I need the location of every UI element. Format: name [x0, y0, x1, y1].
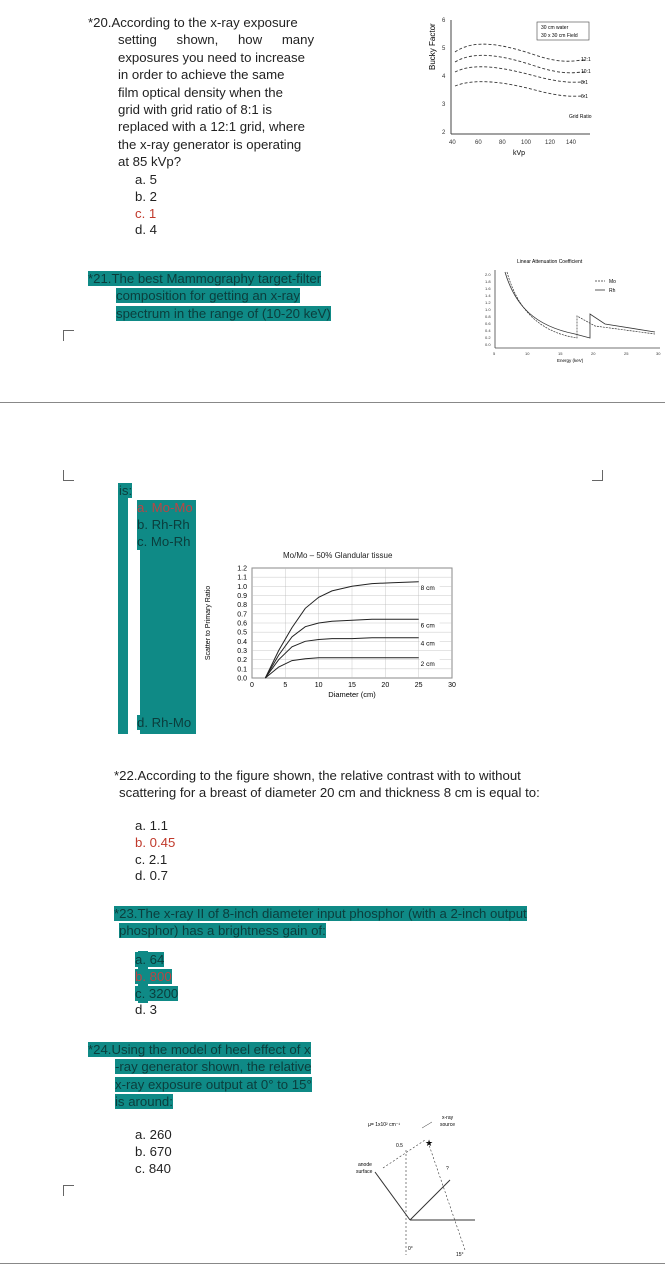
q20-line: exposures you need to increase: [118, 49, 305, 65]
y-tick-label: 0.3: [237, 648, 247, 655]
heel-mu-label: µ= 1x10² cm⁻¹: [368, 1122, 401, 1128]
q20-question: [88, 14, 348, 171]
x-tick-label: 0: [250, 682, 254, 689]
bucky-xlabel: kVp: [513, 150, 526, 157]
bucky-ytick: 6: [442, 18, 446, 24]
q23-option-b[interactable]: b. 800: [135, 968, 172, 984]
series-line: [265, 582, 418, 678]
q21-option-a[interactable]: a. Mo-Mo: [137, 500, 193, 515]
y-axis-label: Scatter to Primary Ratio: [205, 585, 212, 661]
q24-line: *24.Using the model of heel effect of x: [88, 1042, 311, 1057]
x-tick-label: 10: [314, 682, 323, 689]
q20-line: film optical density when the: [118, 84, 283, 100]
atten-xtick: 5: [493, 351, 496, 356]
q22-option-a[interactable]: a. 1.1: [135, 818, 168, 833]
atten-ytick: 1.0: [485, 307, 491, 312]
bucky-xtick: 140: [566, 140, 577, 146]
q22-option-c[interactable]: c. 2.1: [135, 851, 168, 867]
bucky-ytick: 2: [442, 130, 446, 136]
atten-xtick: 10: [525, 351, 530, 356]
atten-xtick: 15: [558, 351, 563, 356]
heel-angle-0: 0°: [408, 1246, 413, 1252]
atten-ytick: 1.2: [485, 300, 491, 305]
x-tick-label: 25: [414, 682, 423, 689]
q22-question: [114, 767, 540, 802]
bucky-curve-label: 8:1: [581, 80, 588, 86]
y-tick-label: 0.1: [237, 666, 247, 674]
q20-line: *20.According to the x-ray exposure: [88, 15, 298, 30]
q20-option-b[interactable]: b. 2: [135, 188, 157, 204]
q24-options: [135, 1127, 172, 1177]
attenuation-title: Linear Attenuation Coefficient: [517, 259, 583, 265]
q23-line: phosphor) has a brightness gain of:: [119, 923, 326, 939]
atten-xtick: 20: [591, 351, 596, 356]
atten-ytick: 1.6: [485, 286, 491, 291]
q22-line: scattering for a breast of diameter 20 cm and thickness 8 cm is equal to:: [119, 785, 540, 801]
page-separator: [0, 402, 665, 403]
q20-line: at 85 kVp?: [118, 154, 182, 170]
q23-question: [114, 905, 527, 940]
q24-option-b[interactable]: b. 670: [135, 1143, 172, 1159]
page-corner: [592, 470, 603, 481]
bucky-xtick: 80: [499, 140, 506, 146]
series-label: 2 cm: [420, 660, 435, 668]
y-tick-label: 0.7: [237, 611, 247, 619]
bucky-curve-10: [455, 55, 585, 72]
bucky-xtick: 120: [545, 140, 556, 146]
y-tick-label: 0.2: [237, 657, 247, 665]
bucky-curve-label: 10:1: [581, 69, 591, 75]
atten-xtick: 30: [656, 351, 661, 356]
q22-option-b[interactable]: b. 0.45: [135, 834, 176, 850]
q21-option-b[interactable]: b. Rh-Rh: [137, 517, 193, 534]
atten-ytick: 1.4: [485, 293, 491, 298]
q22-line: *22.According to the figure shown, the relative contrast with to without: [114, 768, 521, 783]
x-tick-label: 20: [381, 682, 390, 689]
x-tick-label: 15: [348, 682, 356, 689]
heel-effect-figure: [340, 1110, 490, 1260]
x-axis-label: Diameter (cm): [328, 690, 376, 699]
q24-question: [88, 1041, 312, 1111]
bucky-ytick: 4: [442, 74, 446, 80]
x-tick-label: 5: [283, 682, 288, 689]
series-label: 6 cm: [420, 622, 435, 630]
bucky-xtick: 40: [449, 140, 456, 146]
atten-legend-rh: Rh: [609, 288, 616, 294]
bucky-legend: 30 cm water: [541, 25, 569, 31]
bucky-ylabel: Bucky Factor: [428, 23, 437, 70]
bucky-xtick: 60: [475, 140, 482, 146]
bucky-curve-label: 12:1: [581, 57, 591, 63]
q21-options: [137, 500, 193, 550]
atten-ytick: 1.8: [485, 279, 491, 284]
page-corner: [63, 330, 74, 341]
q24-line: x-ray exposure output at 0° to 15°: [115, 1076, 312, 1092]
atten-ytick: 0.8: [485, 314, 491, 319]
q24-option-c[interactable]: c. 840: [135, 1160, 171, 1176]
q21-suffix: [119, 483, 132, 500]
bucky-ytick: 5: [442, 46, 446, 52]
y-tick-label: 0.5: [237, 629, 247, 637]
bucky-curve-12: [455, 44, 585, 61]
q20-line: replaced with a 12:1 grid, where: [118, 119, 305, 135]
series-label: 8 cm: [420, 584, 435, 592]
q23-line: *23.The x-ray II of 8-inch diameter input phosphor (with a 2-inch output: [114, 906, 527, 921]
heel-anode-label: surface: [356, 1169, 373, 1175]
q21-line: *21.The best Mammography target-filter: [88, 271, 322, 286]
q24-option-a[interactable]: a. 260: [135, 1127, 172, 1142]
bucky-curve-label: Grid Ratio: [569, 114, 592, 120]
attenuation-figure: [455, 256, 665, 366]
q20-options: [135, 172, 157, 239]
series-line: [265, 658, 418, 678]
bucky-xtick: 100: [521, 140, 532, 146]
q22-options: [135, 818, 175, 885]
bucky-curve-6: [455, 82, 585, 97]
q22-option-d[interactable]: d. 0.7: [135, 868, 168, 884]
y-tick-label: 0.8: [237, 602, 247, 610]
q21-option-d[interactable]: d. Rh-Mo: [137, 715, 192, 730]
heel-source-label: x-ray: [442, 1115, 454, 1121]
q20-line: the x-ray generator is operating: [118, 136, 302, 152]
heel-depth-label: 0.5: [396, 1143, 403, 1149]
source-star-icon: ★: [425, 1138, 434, 1148]
q21-suffix-text: is:: [119, 483, 133, 498]
atten-ytick: 0.2: [485, 335, 491, 340]
y-tick-label: 0.0: [237, 675, 247, 683]
bucky-ytick: 3: [442, 102, 446, 108]
q24-line: is around:: [115, 1094, 173, 1110]
q21-line: composition for getting an x-ray: [116, 288, 300, 304]
atten-ytick: 2.0: [485, 272, 491, 277]
scatter-ratio-chart: [200, 560, 470, 700]
page-separator: [0, 1263, 665, 1264]
series-label: 4 cm: [420, 640, 435, 648]
heel-angle-15: 15°: [456, 1252, 464, 1258]
q23-options: [135, 952, 178, 1019]
series-line: [265, 619, 418, 678]
highlight-bar: [118, 483, 128, 734]
atten-xtick: 25: [624, 351, 629, 356]
x-tick-label: 30: [448, 682, 456, 689]
y-tick-label: 0.9: [237, 593, 247, 600]
bucky-curve-label: 6:1: [581, 94, 588, 100]
y-tick-label: 1.1: [237, 574, 247, 582]
q20-line: grid with grid ratio of 8:1 is: [118, 102, 272, 118]
q23-option-c[interactable]: c. 3200: [135, 985, 179, 1001]
q23-option-d[interactable]: d. 3: [135, 1002, 157, 1018]
y-tick-label: 0.6: [237, 620, 247, 628]
attenuation-xlabel: Energy (keV): [557, 358, 584, 363]
bucky-legend: 30 x 30 cm Field: [541, 33, 578, 39]
y-tick-label: 0.4: [237, 638, 247, 646]
heel-source-label: source: [440, 1122, 456, 1128]
q20-line: in order to achieve the same: [118, 67, 285, 83]
q21-question: [88, 270, 331, 322]
chart-title: Mo/Mo – 50% Glandular tissue: [283, 551, 393, 560]
q21-option-c[interactable]: c. Mo-Rh: [137, 534, 193, 551]
atten-ytick: 0.4: [485, 328, 491, 333]
q23-option-a[interactable]: a. 64: [135, 952, 165, 967]
heel-anode-label: anode: [358, 1162, 372, 1168]
bucky-factor-figure: [425, 10, 605, 160]
page-corner: [63, 1185, 74, 1196]
atten-legend-mo: Mo: [609, 279, 616, 285]
atten-ytick: 0.6: [485, 321, 491, 326]
page-corner: [63, 470, 74, 481]
q20-line: setting shown, how many: [118, 32, 315, 48]
q20-option-d[interactable]: d. 4: [135, 222, 157, 238]
heel-unknown-label: ?: [446, 1166, 449, 1172]
bucky-curve-8: [455, 67, 585, 82]
atten-ytick: 0.0: [485, 342, 491, 347]
q20-option-c[interactable]: c. 1: [135, 205, 157, 221]
q20-option-a[interactable]: a. 5: [135, 172, 157, 187]
q24-line: -ray generator shown, the relative: [115, 1059, 312, 1075]
y-tick-label: 1.0: [237, 583, 247, 591]
atten-curve-rh: [505, 272, 655, 338]
y-tick-label: 1.2: [237, 565, 247, 573]
q21-line: spectrum in the range of (10-20 keV): [116, 305, 331, 321]
